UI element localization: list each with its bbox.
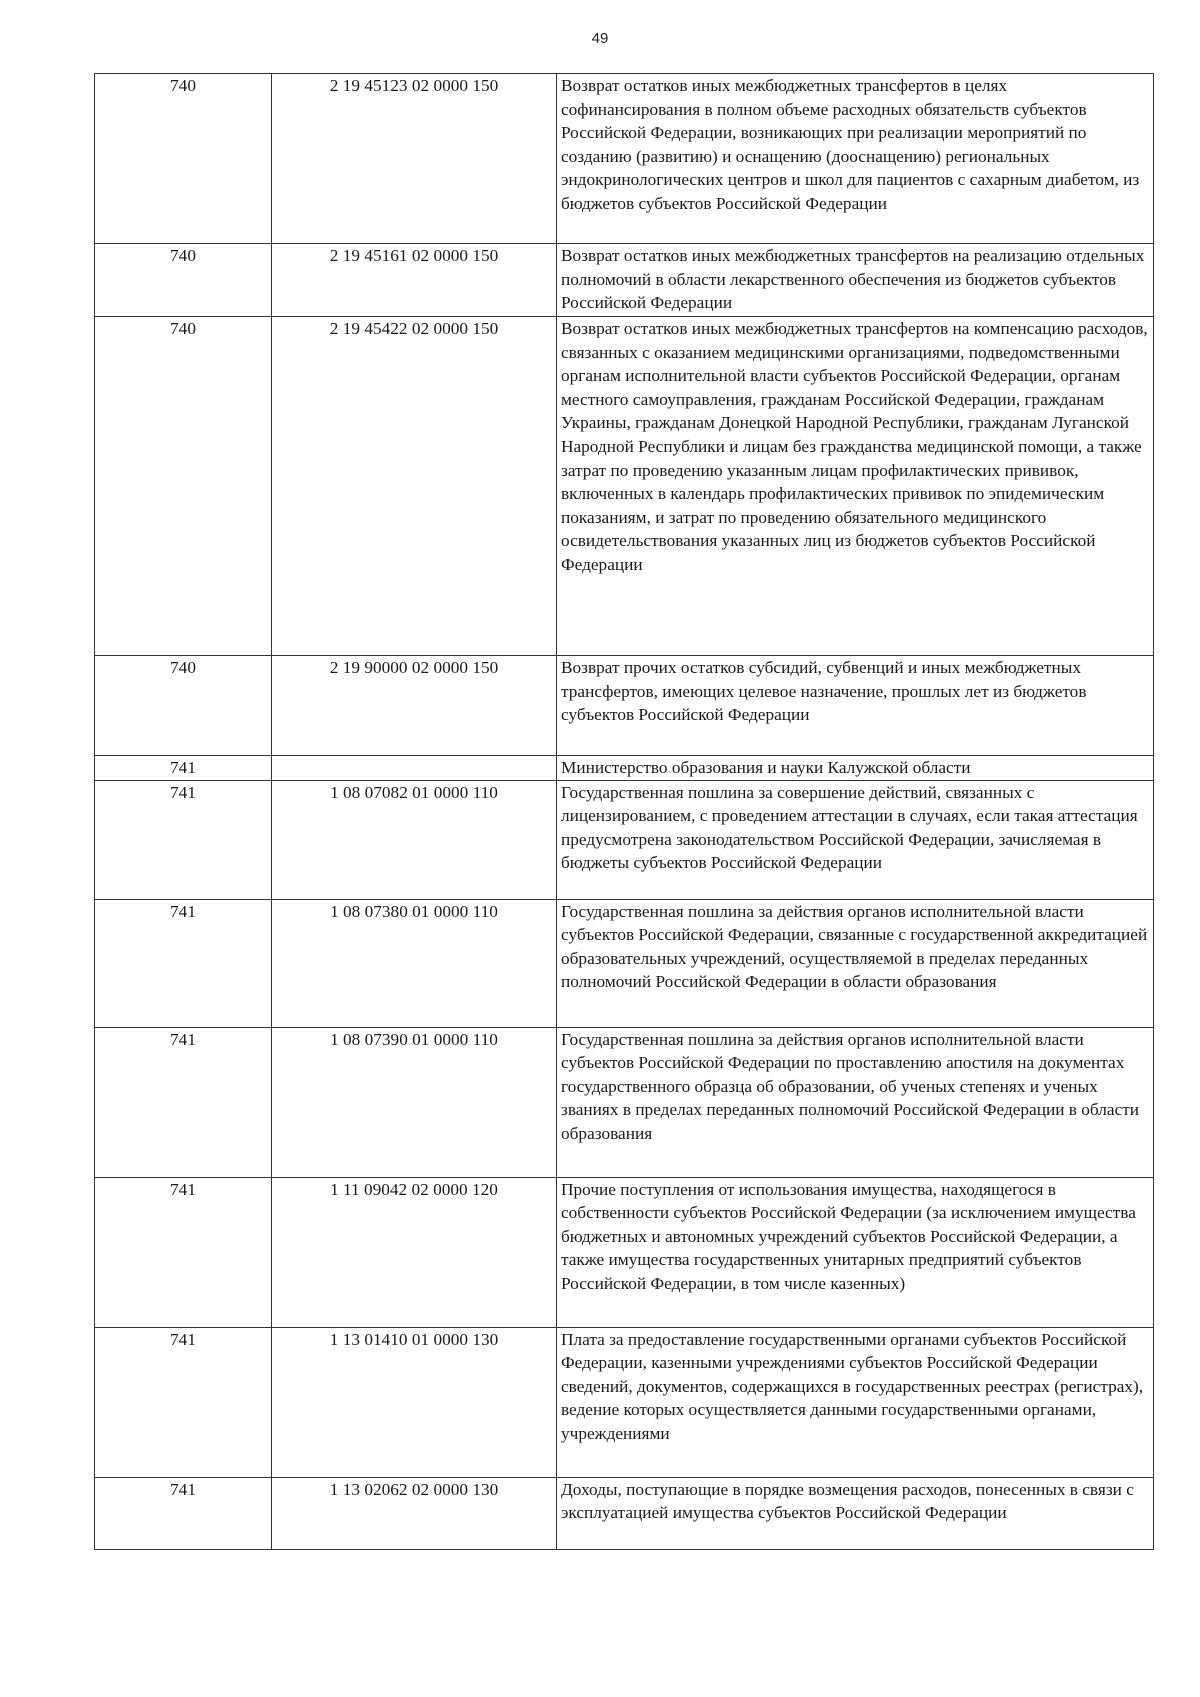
budget-code-cell: 2 19 45422 02 0000 150: [272, 317, 557, 656]
revenue-name-cell: Возврат остатков иных межбюджетных трансфертов на реализацию отдельных полномочий в области лекарственного обеспечения из бюджетов субъектов Российской Федерации: [557, 244, 1154, 317]
budget-code-cell: [272, 756, 557, 781]
table-row: [95, 1327, 1154, 1477]
budget-code-cell: 1 13 02062 02 0000 130: [272, 1477, 557, 1549]
revenue-name-cell: Возврат остатков иных межбюджетных трансфертов в целях софинансирования в полном объеме расходных обязательств субъектов Российской Федерации, возникающих при реализации мероприятий по созданию (развитию) и оснащению (дооснащению) региональных эндокринологических центров и школ для пациентов с сахарным диабетом, из бюджетов субъектов Российской Федерации: [557, 74, 1154, 244]
table-row: [95, 1177, 1154, 1327]
admin-code-cell: 741: [95, 1327, 272, 1477]
revenue-name-cell: Возврат остатков иных межбюджетных трансфертов на компенсацию расходов, связанных с оказанием медицинскими организациями, подведомственными органам исполнительной власти субъектов Российской Федерации, органам местного самоуправления, гражданам Российской Федерации, гражданам Украины, гражданам Донецкой Народной Республики, гражданам Луганской Народной Республики и лицам без гражданства медицинской помощи, а также затрат по проведению указанным лицам профилактических прививок, включенных в календарь профилактических прививок по эпидемическим показаниям, и затрат по проведению обязательного медицинского освидетельствования указанных лиц из бюджетов субъектов Российской Федерации: [557, 317, 1154, 656]
admin-code-cell: 741: [95, 756, 272, 781]
revenue-codes-table: [94, 73, 1154, 1550]
admin-code-cell: 741: [95, 1477, 272, 1549]
budget-code-cell: 1 11 09042 02 0000 120: [272, 1177, 557, 1327]
revenue-name-cell: Государственная пошлина за совершение действий, связанных с лицензированием, с проведением аттестации в случаях, если такая аттестация предусмотрена законодательством Российской Федерации, зачисляемая в бюджеты субъектов Российской Федерации: [557, 780, 1154, 899]
budget-code-cell: 1 08 07082 01 0000 110: [272, 780, 557, 899]
admin-code-cell: 740: [95, 244, 272, 317]
table-row: [95, 74, 1154, 244]
revenue-name-cell: Плата за предоставление государственными органами субъектов Российской Федерации, казенными учреждениями субъектов Российской Федерации сведений, документов, содержащихся в государственных реестрах (регистрах), ведение которых осуществляется данными государственными органами, учреждениями: [557, 1327, 1154, 1477]
budget-code-cell: 2 19 90000 02 0000 150: [272, 656, 557, 756]
budget-code-cell: 2 19 45161 02 0000 150: [272, 244, 557, 317]
admin-code-cell: 741: [95, 1027, 272, 1177]
table-row: [95, 899, 1154, 1027]
revenue-name-cell: Доходы, поступающие в порядке возмещения расходов, понесенных в связи с эксплуатацией имущества субъектов Российской Федерации: [557, 1477, 1154, 1549]
revenue-name-cell: Государственная пошлина за действия органов исполнительной власти субъектов Российской Федерации, связанные с государственной аккредитацией образовательных учреждений, осуществляемой в пределах переданных полномочий Российской Федерации в области образования: [557, 899, 1154, 1027]
table-row: [95, 1027, 1154, 1177]
admin-code-cell: 741: [95, 1177, 272, 1327]
admin-code-cell: 740: [95, 317, 272, 656]
admin-code-cell: 740: [95, 74, 272, 244]
revenue-name-cell: Прочие поступления от использования имущества, находящегося в собственности субъектов Российской Федерации (за исключением имущества бюджетных и автономных учреждений субъектов Российской Федерации, а также имущества государственных унитарных предприятий субъектов Российской Федерации, в том числе казенных): [557, 1177, 1154, 1327]
revenue-name-cell: Государственная пошлина за действия органов исполнительной власти субъектов Российской Федерации по проставлению апостиля на документах государственного образца об образовании, об ученых степенях и ученых званиях в пределах переданных полномочий Российской Федерации в области образования: [557, 1027, 1154, 1177]
admin-code-cell: 740: [95, 656, 272, 756]
admin-code-cell: 741: [95, 780, 272, 899]
budget-code-cell: 1 08 07380 01 0000 110: [272, 899, 557, 1027]
table-row: [95, 780, 1154, 899]
budget-code-cell: 1 13 01410 01 0000 130: [272, 1327, 557, 1477]
admin-code-cell: 741: [95, 899, 272, 1027]
budget-code-cell: 1 08 07390 01 0000 110: [272, 1027, 557, 1177]
revenue-name-cell: Возврат прочих остатков субсидий, субвенций и иных межбюджетных трансфертов, имеющих целевое назначение, прошлых лет из бюджетов субъектов Российской Федерации: [557, 656, 1154, 756]
table-row: [95, 756, 1154, 781]
table-row: [95, 317, 1154, 656]
budget-code-cell: 2 19 45123 02 0000 150: [272, 74, 557, 244]
page-number: 49: [591, 30, 609, 47]
ministry-name-cell: Министерство образования и науки Калужской области: [557, 756, 1154, 781]
table-row: [95, 656, 1154, 756]
table-row: [95, 244, 1154, 317]
table-row: [95, 1477, 1154, 1549]
